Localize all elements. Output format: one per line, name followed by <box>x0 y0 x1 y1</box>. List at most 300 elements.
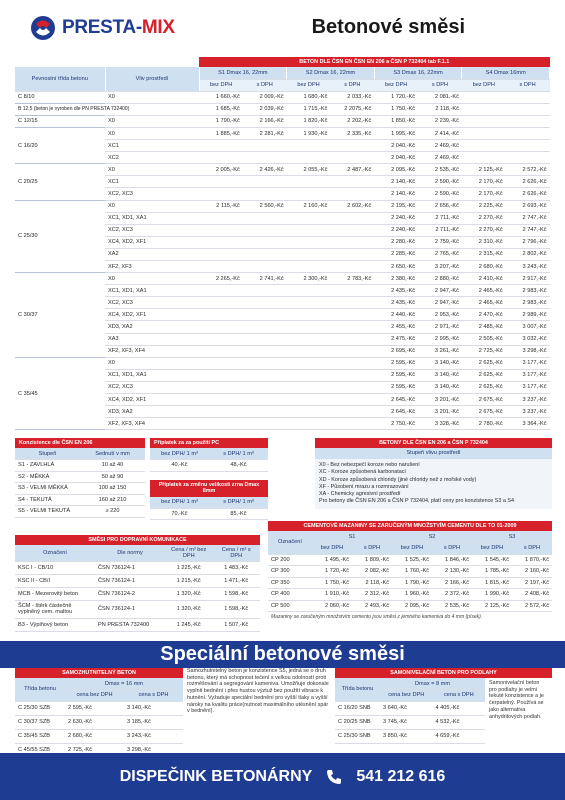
table-row <box>15 494 145 506</box>
price-cell: 2 240,-Kč <box>374 212 418 224</box>
price-cell: 2 505,-Kč <box>462 333 506 345</box>
table-row <box>335 701 485 715</box>
price-cell: 2 166,-Kč <box>243 115 287 127</box>
dispatch-phone[interactable]: 541 212 616 <box>356 767 446 785</box>
footer <box>0 753 565 800</box>
road-cell: ŠCM - štěrk částečně vyplněný cem. maltou <box>15 600 95 618</box>
exposure-line: X0 - Bez nebezpečí koroze nebo narušení <box>319 462 420 468</box>
price-cell <box>243 369 287 381</box>
price-cell: 2 033,-Kč <box>330 91 374 103</box>
screed-subhead: bez DPH <box>392 543 432 555</box>
screed-cell: 2 130,-Kč <box>432 566 472 578</box>
price-cell: 2 747,-Kč <box>506 224 550 236</box>
price-cell: 2 410,-Kč <box>462 273 506 285</box>
price-cell <box>462 91 506 103</box>
road-cell: 1 245,-Kč <box>165 618 213 631</box>
price-cell: 2 240,-Kč <box>374 224 418 236</box>
sub-header: bez DPH <box>374 79 418 91</box>
screed-cell: 1 525,-Kč <box>392 554 432 566</box>
logo-text: PRESTA-MIX <box>62 17 175 38</box>
road-cell: KSC II - CB/I <box>15 574 95 587</box>
price-cell <box>462 103 506 115</box>
col-env: Vliv prostředí <box>105 67 199 91</box>
price-cell <box>330 369 374 381</box>
price-cell <box>287 357 331 369</box>
price-cell <box>199 394 243 406</box>
header <box>0 0 565 55</box>
road-cell: 1 598,-Kč <box>213 587 261 600</box>
szb-col-net: cena bez DPH <box>65 690 124 702</box>
table-row <box>15 701 183 715</box>
screed-cell: 1 815,-Kč <box>472 577 512 589</box>
table-row <box>268 600 552 612</box>
price-cell <box>287 369 331 381</box>
price-cell: 1 715,-Kč <box>287 103 331 115</box>
screed-cell: 2 372,-Kč <box>432 589 472 601</box>
price-cell: 2 469,-Kč <box>418 152 462 164</box>
grade: S1 - ZAVLHLÁ <box>15 460 80 472</box>
szb-cell: 2 630,-Kč <box>65 715 124 729</box>
price-cell <box>462 140 506 152</box>
pc-col-gross: s DPH/ 1 m³ <box>209 448 268 460</box>
price-cell: 2 380,-Kč <box>374 273 418 285</box>
price-cell <box>199 261 243 273</box>
group-s2: S2 Dmax 16, 22mm <box>287 67 375 79</box>
road-cell: PN PRESTA 732400 <box>95 618 165 631</box>
price-cell <box>506 103 550 115</box>
env-cell: X0 <box>105 273 199 285</box>
screed-cell: 1 910,-Kč <box>312 589 352 601</box>
table-row <box>15 506 145 518</box>
table-row <box>15 103 550 115</box>
price-cell: 3 177,-Kč <box>506 381 550 393</box>
price-cell: 2 475,-Kč <box>374 333 418 345</box>
table-row <box>15 127 550 139</box>
screed-subhead: s DPH <box>432 543 472 555</box>
screed-cell: 1 809,-Kč <box>352 554 392 566</box>
env-cell: XD3, XA2 <box>105 406 199 418</box>
snb-cell: 3 850,-Kč <box>380 729 433 743</box>
special-banner: Speciální betonové směsi <box>0 641 565 668</box>
price-cell: 3 207,-Kč <box>418 261 462 273</box>
snb-cell: 3 745,-Kč <box>380 715 433 729</box>
price-cell <box>330 309 374 321</box>
price-cell <box>243 224 287 236</box>
exposure-line: Pro betony dle ČSN EN 206 a ČSN P 732404, platí ceny pro konzistence S3 a S4 <box>319 498 514 505</box>
road-col-2: Dle normy <box>95 545 165 561</box>
szb-cell: 2 725,-Kč <box>65 743 124 757</box>
price-cell <box>199 188 243 200</box>
screed-subhead: s DPH <box>352 543 392 555</box>
price-cell <box>287 333 331 345</box>
pc-col-net: bez DPH/ 1 m³ <box>150 448 209 460</box>
price-cell: 2 796,-Kč <box>506 236 550 248</box>
price-cell: 2 140,-Kč <box>374 176 418 188</box>
screed-cell: 2 118,-Kč <box>352 577 392 589</box>
price-cell <box>243 357 287 369</box>
grade: S5 - VELMI TEKUTÁ <box>15 506 80 518</box>
sub-header: s DPH <box>418 79 462 91</box>
szb-box <box>15 668 333 758</box>
table-row <box>15 715 183 729</box>
price-cell <box>506 91 550 103</box>
szb-cell: C 30/37 SZB <box>15 715 65 729</box>
snb-description: Samonivelační beton pro podlahy je velmi tekuté konzistence a je čerpatelný. Používá se jako alternativa anhydritových podlah. <box>489 680 544 720</box>
price-cell <box>287 176 331 188</box>
dmax-col-gross: s DPH/ 1 m³ <box>209 497 268 509</box>
szb-cell: 3 243,-Kč <box>124 729 183 743</box>
screed-col-name: Označení <box>268 531 312 554</box>
price-cell <box>287 285 331 297</box>
env-cell: X0 <box>105 127 199 139</box>
price-cell <box>199 248 243 260</box>
price-cell <box>243 381 287 393</box>
screed-cell: 2 060,-Kč <box>312 600 352 612</box>
price-cell: 2 270,-Kč <box>462 212 506 224</box>
road-col-4: Cena / m³ s DPH <box>213 545 261 561</box>
env-cell: XC2, XC3 <box>105 224 199 236</box>
dmax-title: Příplatek za změnu velikosti zrna Dmax 8mm <box>150 480 268 497</box>
price-cell: 2 118,-Kč <box>418 103 462 115</box>
szb-cell: 2 680,-Kč <box>65 729 124 743</box>
price-cell: 2 947,-Kč <box>418 297 462 309</box>
exposure-subtitle: Stupeň vlivu prostředí <box>315 448 552 459</box>
price-cell <box>199 140 243 152</box>
table-row <box>335 729 485 743</box>
price-cell: 2 675,-Kč <box>462 394 506 406</box>
pc-title: Příplatek za za použití PC <box>150 438 268 448</box>
env-cell: X0 <box>105 200 199 212</box>
price-cell: 2 435,-Kč <box>374 297 418 309</box>
szb-cell: C 25/30 SZB <box>15 701 65 715</box>
snb-dmax: Dmax = 8 mm <box>380 678 485 690</box>
pc-surcharge-box <box>150 438 268 520</box>
price-cell <box>199 381 243 393</box>
price-cell: 2 281,-Kč <box>243 127 287 139</box>
price-cell: 2 971,-Kč <box>418 321 462 333</box>
price-cell: 1 680,-Kč <box>287 91 331 103</box>
env-cell: X0 <box>105 91 199 103</box>
price-cell <box>287 418 331 430</box>
group-s1: S1 Dmax 16, 22mm <box>199 67 287 79</box>
price-cell <box>243 285 287 297</box>
price-cell <box>199 406 243 418</box>
price-cell: 2 465,-Kč <box>462 297 506 309</box>
price-cell: 2 626,-Kč <box>506 188 550 200</box>
road-title: SMĚSI PRO DOPRAVNÍ KOMUNIKACE <box>15 535 260 545</box>
price-cell: 2 650,-Kč <box>374 261 418 273</box>
table-row <box>15 729 183 743</box>
snb-box <box>335 668 552 744</box>
price-cell <box>462 115 506 127</box>
price-cell <box>330 406 374 418</box>
price-cell: 2 414,-Kč <box>418 127 462 139</box>
szb-title: SAMOZHUTNITELNÝ BETON <box>15 668 183 678</box>
price-cell <box>199 333 243 345</box>
screed-cell: 2 095,-Kč <box>392 600 432 612</box>
price-cell: 2 983,-Kč <box>506 285 550 297</box>
snb-cell: C 20/25 SNB <box>335 715 380 729</box>
road-cell: ČSN 736124-1 <box>95 600 165 618</box>
price-cell: 3 140,-Kč <box>418 369 462 381</box>
table-row <box>15 91 550 103</box>
screed-cell: 2 125,-Kč <box>472 600 512 612</box>
price-cell: 2 917,-Kč <box>506 273 550 285</box>
dispatch-label: DISPEČINK BETONÁRNY <box>119 767 313 785</box>
env-cell: XC2, XC3 <box>105 188 199 200</box>
price-cell: 2 802,-Kč <box>506 248 550 260</box>
snb-col-gross: cena s DPH <box>433 690 486 702</box>
consistency-box <box>15 438 145 518</box>
class-cell: C 35/45 <box>15 357 105 430</box>
price-cell <box>287 261 331 273</box>
price-cell: 2 005,-Kč <box>199 164 243 176</box>
price-cell: 2 095,-Kč <box>374 164 418 176</box>
screed-cell: 2 160,-Kč <box>512 566 552 578</box>
price-cell: 2 675,-Kč <box>462 406 506 418</box>
exposure-line: XF - Působení mrazu a rozmrazování <box>319 483 409 490</box>
price-cell <box>243 152 287 164</box>
price-cell <box>287 188 331 200</box>
price-cell: 1 685,-Kč <box>199 103 243 115</box>
price-cell: 2 695,-Kč <box>374 345 418 357</box>
logo <box>30 13 175 43</box>
screed-cell: CP 300 <box>268 566 312 578</box>
price-cell <box>330 394 374 406</box>
road-cell: KSC I - CB/10 <box>15 561 95 574</box>
price-cell: 2 765,-Kč <box>418 248 462 260</box>
screed-cell: CP 400 <box>268 589 312 601</box>
road-cell: 1 320,-Kč <box>165 600 213 618</box>
screed-cell: 1 870,-Kč <box>512 554 552 566</box>
price-cell: 2 470,-Kč <box>462 309 506 321</box>
szb-cell: C 45/55 SZB <box>15 743 65 757</box>
class-cell: C 20/25 <box>15 164 105 200</box>
price-cell <box>330 357 374 369</box>
price-cell: 2 426,-Kč <box>243 164 287 176</box>
table-row <box>15 483 145 495</box>
price-cell: 2 590,-Kč <box>418 176 462 188</box>
price-cell: 2 239,-Kč <box>418 115 462 127</box>
pc-net: 40,-Kč <box>150 460 209 472</box>
phone-icon <box>326 769 342 785</box>
table-row <box>15 357 550 369</box>
price-cell: 2 947,-Kč <box>418 285 462 297</box>
price-cell: 2 983,-Kč <box>506 297 550 309</box>
price-cell <box>287 248 331 260</box>
dmax-col-net: bez DPH/ 1 m³ <box>150 497 209 509</box>
env-cell: XA3 <box>105 333 199 345</box>
price-cell: 2 759,-Kč <box>418 236 462 248</box>
price-cell <box>287 406 331 418</box>
price-cell <box>330 297 374 309</box>
price-cell: 2 115,-Kč <box>199 200 243 212</box>
price-cell: 3 140,-Kč <box>418 381 462 393</box>
price-cell <box>199 176 243 188</box>
road-col-1: Označení <box>15 545 95 561</box>
price-cell <box>287 394 331 406</box>
price-cell: 2 656,-Kč <box>418 200 462 212</box>
price-cell: 2 055,-Kč <box>287 164 331 176</box>
price-cell: 2 693,-Kč <box>506 200 550 212</box>
price-cell: 2 560,-Kč <box>243 200 287 212</box>
price-cell: 2 741,-Kč <box>243 273 287 285</box>
price-cell <box>462 152 506 164</box>
price-cell: 1 750,-Kč <box>374 103 418 115</box>
main-table-title: BETON DLE ČSN EN ČSN EN 206 a ČSN P 732404 tab F.1.1 <box>199 57 550 67</box>
dmax-net: 70,-Kč <box>150 508 209 520</box>
price-cell: 3 177,-Kč <box>506 369 550 381</box>
price-cell: 3 298,-Kč <box>506 345 550 357</box>
price-cell <box>287 321 331 333</box>
price-cell: 3 237,-Kč <box>506 406 550 418</box>
price-cell: 3 007,-Kč <box>506 321 550 333</box>
price-cell: 1 930,-Kč <box>287 127 331 139</box>
dmax-gross: 85,-Kč <box>209 508 268 520</box>
screed-cell: 1 960,-Kč <box>392 589 432 601</box>
price-cell: 2 747,-Kč <box>506 212 550 224</box>
screed-box <box>268 521 552 622</box>
price-cell <box>287 224 331 236</box>
price-cell: 2 783,-Kč <box>330 273 374 285</box>
env-cell: X0 <box>105 357 199 369</box>
price-cell <box>199 321 243 333</box>
price-cell: 1 720,-Kč <box>374 91 418 103</box>
snb-cell: C 25/30 SNB <box>335 729 380 743</box>
price-cell: 3 140,-Kč <box>418 357 462 369</box>
table-row <box>15 164 550 176</box>
screed-cell: CP 500 <box>268 600 312 612</box>
price-cell: 1 885,-Kč <box>199 127 243 139</box>
price-cell: 2 009,-Kč <box>243 91 287 103</box>
grade: S4 - TEKUTÁ <box>15 494 80 506</box>
sub-header: bez DPH <box>199 79 243 91</box>
price-cell: 3 201,-Kč <box>418 394 462 406</box>
price-cell <box>243 333 287 345</box>
price-cell <box>330 212 374 224</box>
price-cell: 2 780,-Kč <box>462 418 506 430</box>
road-cell: 1 215,-Kč <box>165 574 213 587</box>
price-cell: 2 625,-Kč <box>462 357 506 369</box>
price-cell: 2 625,-Kč <box>462 381 506 393</box>
env-cell: XA2 <box>105 248 199 260</box>
consistency-title: Konzistence dle ČSN EN 206 <box>15 438 145 448</box>
slump: 100 až 150 <box>80 483 145 495</box>
price-cell: 2 455,-Kč <box>374 321 418 333</box>
screed-subhead: bez DPH <box>472 543 512 555</box>
price-cell <box>462 127 506 139</box>
sub-header: bez DPH <box>287 79 331 91</box>
price-cell: 2 081,-Kč <box>418 91 462 103</box>
road-cell: 1 225,-Kč <box>165 561 213 574</box>
price-cell <box>330 248 374 260</box>
price-cell: 2 711,-Kč <box>418 212 462 224</box>
price-cell: 2 335,-Kč <box>330 127 374 139</box>
road-cell: 1 320,-Kč <box>165 587 213 600</box>
szb-cell: 3 140,-Kč <box>124 701 183 715</box>
screed-cell: CP 200 <box>268 554 312 566</box>
consistency-col-slump: Sednutí v mm <box>80 448 145 460</box>
price-cell: 2 285,-Kč <box>374 248 418 260</box>
screed-subhead: bez DPH <box>312 543 352 555</box>
group-s3: S3 Dmax 16, 22mm <box>374 67 462 79</box>
group-s4: S4 Dmax 16mm <box>462 67 550 79</box>
price-cell: 3 237,-Kč <box>506 394 550 406</box>
road-cell: ČSN 736124-1 <box>95 561 165 574</box>
price-cell <box>199 212 243 224</box>
price-cell <box>243 188 287 200</box>
price-cell <box>199 285 243 297</box>
sub-header: s DPH <box>243 79 287 91</box>
price-cell: 1 790,-Kč <box>199 115 243 127</box>
price-cell <box>330 140 374 152</box>
price-cell: 2 645,-Kč <box>374 406 418 418</box>
slump: 10 až 40 <box>80 460 145 472</box>
screed-s3: S3 <box>472 531 552 543</box>
snb-cell: C 16/20 SNB <box>335 701 380 715</box>
screed-cell: 1 785,-Kč <box>472 566 512 578</box>
snb-cell: 4 659,-Kč <box>433 729 486 743</box>
price-cell: 2 435,-Kč <box>374 285 418 297</box>
price-cell: 2 195,-Kč <box>374 200 418 212</box>
slump: ≥ 220 <box>80 506 145 518</box>
table-row <box>15 587 260 600</box>
price-cell: 2 040,-Kč <box>374 140 418 152</box>
price-cell <box>506 127 550 139</box>
env-cell: XC2 <box>105 152 199 164</box>
price-cell: 2 953,-Kč <box>418 309 462 321</box>
env-cell: XC1 <box>105 140 199 152</box>
road-cell: B3 - Výplňový beton <box>15 618 95 631</box>
sub-header: s DPH <box>506 79 550 91</box>
price-cell <box>243 212 287 224</box>
szb-col-class: Třída betonu <box>15 678 65 701</box>
price-cell: 2 040,-Kč <box>374 152 418 164</box>
price-cell: 2 315,-Kč <box>462 248 506 260</box>
price-cell: 1 820,-Kč <box>287 115 331 127</box>
exposure-line: XC - Koroze způsobená karbonatací <box>319 469 406 476</box>
env-cell: XC1, XD1, XA1 <box>105 212 199 224</box>
class-cell: B 12,5 (beton je vyroben dle PN PRESTA 732400) <box>15 103 105 115</box>
screed-cell: 2 408,-Kč <box>512 589 552 601</box>
exposure-line: XA - Chemicky agresivní prostředí <box>319 491 401 498</box>
class-cell: C 8/10 <box>15 91 105 103</box>
screed-title: CEMENTOVÉ MAZANINY SE ZARUČENÝM MNOŽSTVÍM CEMENTU DLE TO 01-2009 <box>268 521 552 531</box>
price-cell: 2 626,-Kč <box>506 176 550 188</box>
price-cell <box>330 176 374 188</box>
screed-cell: 1 990,-Kč <box>472 589 512 601</box>
screed-cell: 1 750,-Kč <box>312 577 352 589</box>
screed-cell: 1 495,-Kč <box>312 554 352 566</box>
price-cell: 2 469,-Kč <box>418 140 462 152</box>
env-cell: XF2, XF3 <box>105 261 199 273</box>
logo-icon <box>30 15 56 41</box>
env-cell: XF2, XF3, XF4 <box>105 345 199 357</box>
szb-description: Samozhutnitelný beton je konzistence S5, jedná se o druh betonu, který má schopnost tečení s velkou odolností proti rozměšování a segregování kameniva. Umožňuje dokonale vyplnit bednění i přes hustou výztuž bez použití vibrace k hutnění. Vyžaduje speciální bednění pro vyšší tlaky a vyšší nároky na kvalitu práce(nutnost maximálního utěsnění spár v bednění). <box>187 668 329 715</box>
price-cell: 2 595,-Kč <box>374 381 418 393</box>
env-cell: XC2, XC3 <box>105 297 199 309</box>
screed-cell: 1 720,-Kč <box>312 566 352 578</box>
price-cell <box>243 248 287 260</box>
price-cell <box>287 345 331 357</box>
price-cell: 2 995,-Kč <box>418 333 462 345</box>
price-cell <box>287 212 331 224</box>
price-cell <box>287 309 331 321</box>
price-cell <box>243 321 287 333</box>
price-cell <box>330 152 374 164</box>
price-cell <box>243 394 287 406</box>
price-cell <box>199 418 243 430</box>
